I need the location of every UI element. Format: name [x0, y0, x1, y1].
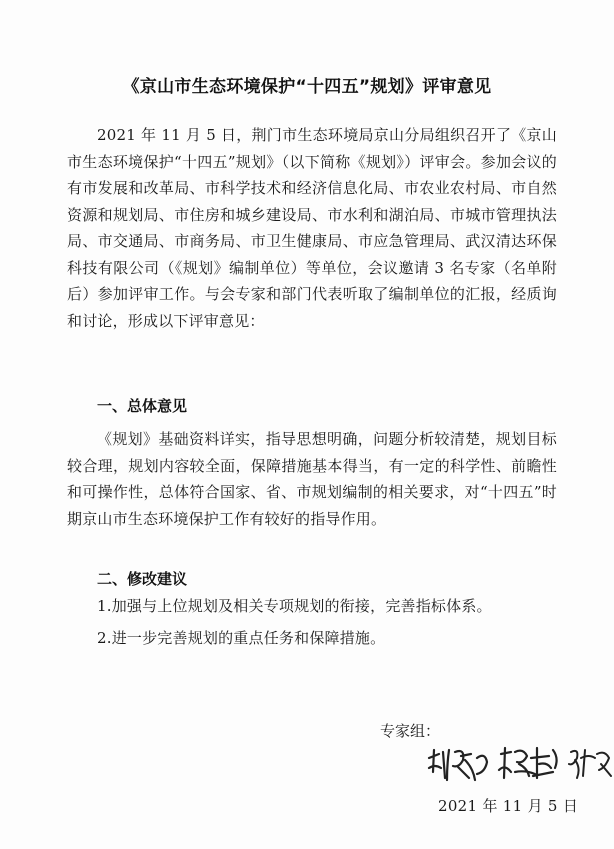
intro-paragraph: 2021 年 11 月 5 日，荆门市生态环境局京山分局组织召开了《京山市生态环境保护“十四五”规划》（以下简称《规划》）评审会。参加会议的有市发展和改革局、市科学技术和经济信息化局、市农业农村局、市自然资源和规划局、市住房和城乡建设局、市水利和湖泊局、市城市管理执法局、市交通局、市商务局、市卫生健康局、市应急管理局、武汉清达环保科技有限公司（《规划》编制单位）等单位，会议邀请 3 名专家（名单附后）参加评审工作。与会专家和部门代表听取了编制单位的汇报，经质询和讨论，形成以下评审意见：	[67, 126, 557, 330]
suggestion-item-2: 2.进一步完善规划的重点任务和保障措施。	[97, 629, 386, 647]
overall-opinion-paragraph: 《规划》基础资料详实，指导思想明确，问题分析较清楚，规划目标较合理，规划内容较全面，保障措施基本得当，有一定的科学性、前瞻性和可操作性，总体符合国家、省、市规划编制的相关要求，对“十四五”时期京山市生态环境保护工作有较好的指导作用。	[67, 430, 557, 528]
suggestion-item-1: 1.加强与上位规划及相关专项规划的衔接，完善指标体系。	[97, 597, 492, 615]
expert-group-label: 专家组：	[380, 722, 441, 740]
signature-date: 2021 年 11 月 5 日	[438, 797, 579, 815]
signature-3	[569, 750, 611, 778]
document-title: 《京山市生态环境保护“十四五”规划》评审意见	[122, 77, 492, 97]
handwritten-signatures	[425, 738, 614, 796]
signature-1	[429, 750, 487, 780]
section-heading-suggestions: 二、修改建议	[97, 570, 188, 588]
signature-2	[499, 748, 557, 778]
section-heading-overall: 一、总体意见	[97, 397, 188, 415]
